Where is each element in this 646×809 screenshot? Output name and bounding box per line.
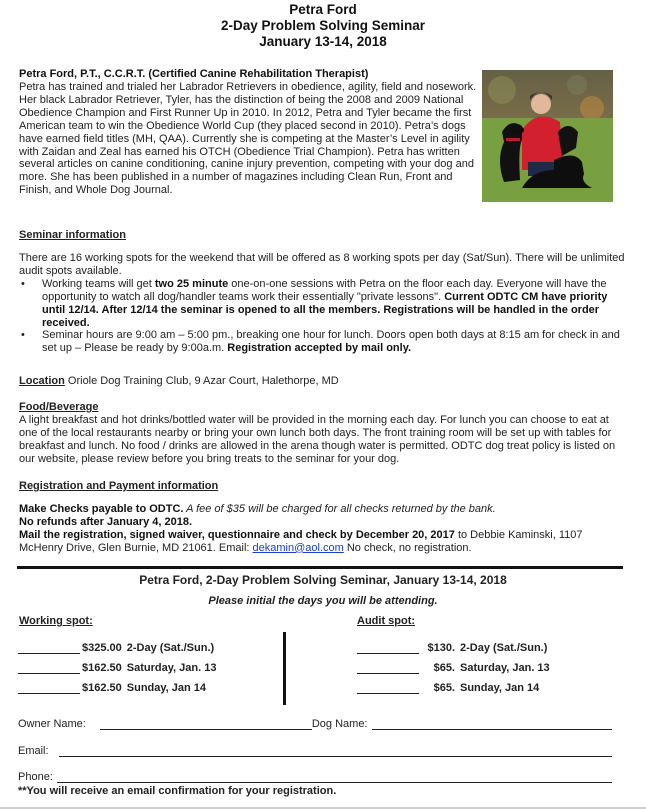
option-price: $65. xyxy=(433,662,455,674)
initial-blank[interactable] xyxy=(357,682,419,694)
form-title: Petra Ford, 2-Day Problem Solving Seminar, January 13-14, 2018 xyxy=(139,573,507,587)
working-options xyxy=(18,640,216,694)
checks-line xyxy=(19,503,627,516)
working-option-2day[interactable] xyxy=(18,640,216,654)
initial-blank[interactable] xyxy=(357,662,419,674)
dog-name-label: Dog Name: xyxy=(311,718,368,730)
option-price: $162.50 xyxy=(82,682,122,694)
bullet-bold-mail-only: Registration accepted by mail only. xyxy=(227,342,412,355)
photo-illustration xyxy=(482,70,613,202)
phone-row xyxy=(18,771,612,783)
food-text: A light breakfast and hot drinks/bottled water will be provided in the morning each day. For lunch you can choose to eat at one of the local restaurants nearby or bring your own lunch both days. The front training room will be set up with tables for breakfast and lunch. No food / drinks are allowed in the arena though water is permitted. ODTC dog treat policy is listed on our website, please review before you bring treats to the seminar for your dog. xyxy=(19,414,616,465)
no-check-text: No check, no registration. xyxy=(343,541,472,554)
instructor-photo xyxy=(482,70,613,202)
owner-name-label: Owner Name: xyxy=(18,718,86,730)
audit-option-saturday[interactable] xyxy=(357,660,550,674)
mail-line xyxy=(19,529,627,555)
option-price: $325.00 xyxy=(82,642,122,654)
working-option-saturday[interactable] xyxy=(18,660,216,674)
option-label: Saturday, Jan. 13 xyxy=(460,662,550,674)
email-link[interactable]: dekamin@aol.com xyxy=(252,541,344,554)
owner-name-field[interactable] xyxy=(100,718,312,730)
title-seminar: 2-Day Problem Solving Seminar xyxy=(220,18,426,33)
column-divider xyxy=(283,632,286,705)
option-label: Saturday, Jan. 13 xyxy=(126,662,217,674)
section-divider xyxy=(17,566,623,569)
registration-section xyxy=(19,503,627,555)
option-price: $65. xyxy=(433,682,455,694)
dog-name-field[interactable] xyxy=(372,718,613,730)
title-name: Petra Ford xyxy=(289,2,357,17)
bullet-sessions xyxy=(19,278,625,330)
registration-heading: Registration and Payment information xyxy=(19,480,219,492)
bullet-text: Seminar hours are 9:00 am – 5:00 pm., breaking one hour for lunch. Doors open both days at 8:15 am for check in and set up – Please be ready by 9:00a.m. xyxy=(42,329,620,355)
option-price: $130. xyxy=(427,642,455,654)
phone-field[interactable] xyxy=(57,771,612,783)
working-option-sunday[interactable] xyxy=(18,680,216,694)
initial-blank[interactable] xyxy=(18,642,80,654)
initial-blank[interactable] xyxy=(18,682,80,694)
checks-payable: Make Checks payable to ODTC. xyxy=(19,503,184,515)
initial-blank[interactable] xyxy=(357,642,419,654)
working-spot-heading: Working spot: xyxy=(19,615,93,627)
option-price: $162.50 xyxy=(82,662,122,674)
seminar-section xyxy=(19,252,625,355)
returned-check-fee: A fee of $35 will be charged for all checks returned by the bank. xyxy=(183,503,496,515)
audit-spot-heading: Audit spot: xyxy=(357,615,416,627)
location-section xyxy=(19,375,625,388)
bullet-hours xyxy=(19,329,625,355)
seminar-heading: Seminar information xyxy=(19,229,126,241)
option-label: Sunday, Jan 14 xyxy=(460,682,540,694)
option-label: 2-Day (Sat./Sun.) xyxy=(126,642,215,654)
location-text: Oriole Dog Training Club, 9 Azar Court, Halethorpe, MD xyxy=(64,375,339,387)
bio-text: Petra has trained and trialed her Labrador Retrievers in obedience, agility, field and nosework. Her black Labrador Retriever, Tyler, has the distinction of being the 2008 and 2009 National Obedience Champion and First Runner Up in 2010. In 2012, Petra and Tyler became the first American team to win the Obedience World Cup (they placed second in 2010). Petra’s dogs have earned field titles (MH, QAA). Currently she is competing at the Master’s Level in agility with Zaidan and Zeal has earned his OTCH (Obedience Trial Champion). Petra has written several articles on canine conditioning, canine injury prevention, competing with your dog and more. She has been published in a number of magazines including Clean Run, Front and Finish, and Whole Dog Journal. xyxy=(19,81,477,197)
audit-option-2day[interactable] xyxy=(357,640,550,654)
location-heading: Location xyxy=(19,375,65,387)
phone-label: Phone: xyxy=(18,771,53,783)
email-row xyxy=(18,745,612,757)
title-date: January 13-14, 2018 xyxy=(259,34,387,49)
option-label: 2-Day (Sat./Sun.) xyxy=(460,642,548,654)
food-heading: Food/Beverage xyxy=(19,401,99,413)
email-field[interactable] xyxy=(59,745,612,757)
bullet-text: Working teams will get xyxy=(42,277,155,290)
seminar-bullets xyxy=(19,278,625,355)
bio-heading: Petra Ford, P.T., C.C.R.T. (Certified Canine Rehabilitation Therapist) xyxy=(19,68,369,80)
seminar-intro: There are 16 working spots for the weekend that will be offered as 8 working spots per day (Sat/Sun). There will be unlimited audit spots available. xyxy=(19,252,625,277)
refunds-text: No refunds after January 4, 2018. xyxy=(19,515,193,528)
confirmation-note: **You will receive an email confirmation for your registration. xyxy=(18,785,337,797)
mail-deadline: Mail the registration, signed waiver, questionnaire and check by December 20, 2017 xyxy=(19,528,455,541)
bullet-bold-priority: Current ODTC CM have priority until 12/14. After 12/14 the seminar is opened to all the members. Registrations will be handled in the order received. xyxy=(42,290,608,329)
document-title xyxy=(0,2,646,50)
bullet-text: one-on-one sessions with Petra on the floor each day. Everyone will have the opportunity to watch all dog/handler teams work their essentially "private lessons". xyxy=(42,277,607,303)
refunds-line xyxy=(19,516,627,529)
form-subtitle: Please initial the days you will be attending. xyxy=(208,595,438,607)
initial-blank[interactable] xyxy=(18,662,80,674)
option-label: Sunday, Jan 14 xyxy=(126,682,207,694)
bullet-bold-duration: two 25 minute xyxy=(154,277,229,290)
mail-address: to Debbie Kaminski, 1107 McHenry Drive, Glen Burnie, MD 21061. Email: xyxy=(19,528,583,554)
audit-option-sunday[interactable] xyxy=(357,680,550,694)
audit-options xyxy=(357,640,550,694)
email-label: Email: xyxy=(18,745,49,757)
owner-dog-row xyxy=(18,718,612,730)
